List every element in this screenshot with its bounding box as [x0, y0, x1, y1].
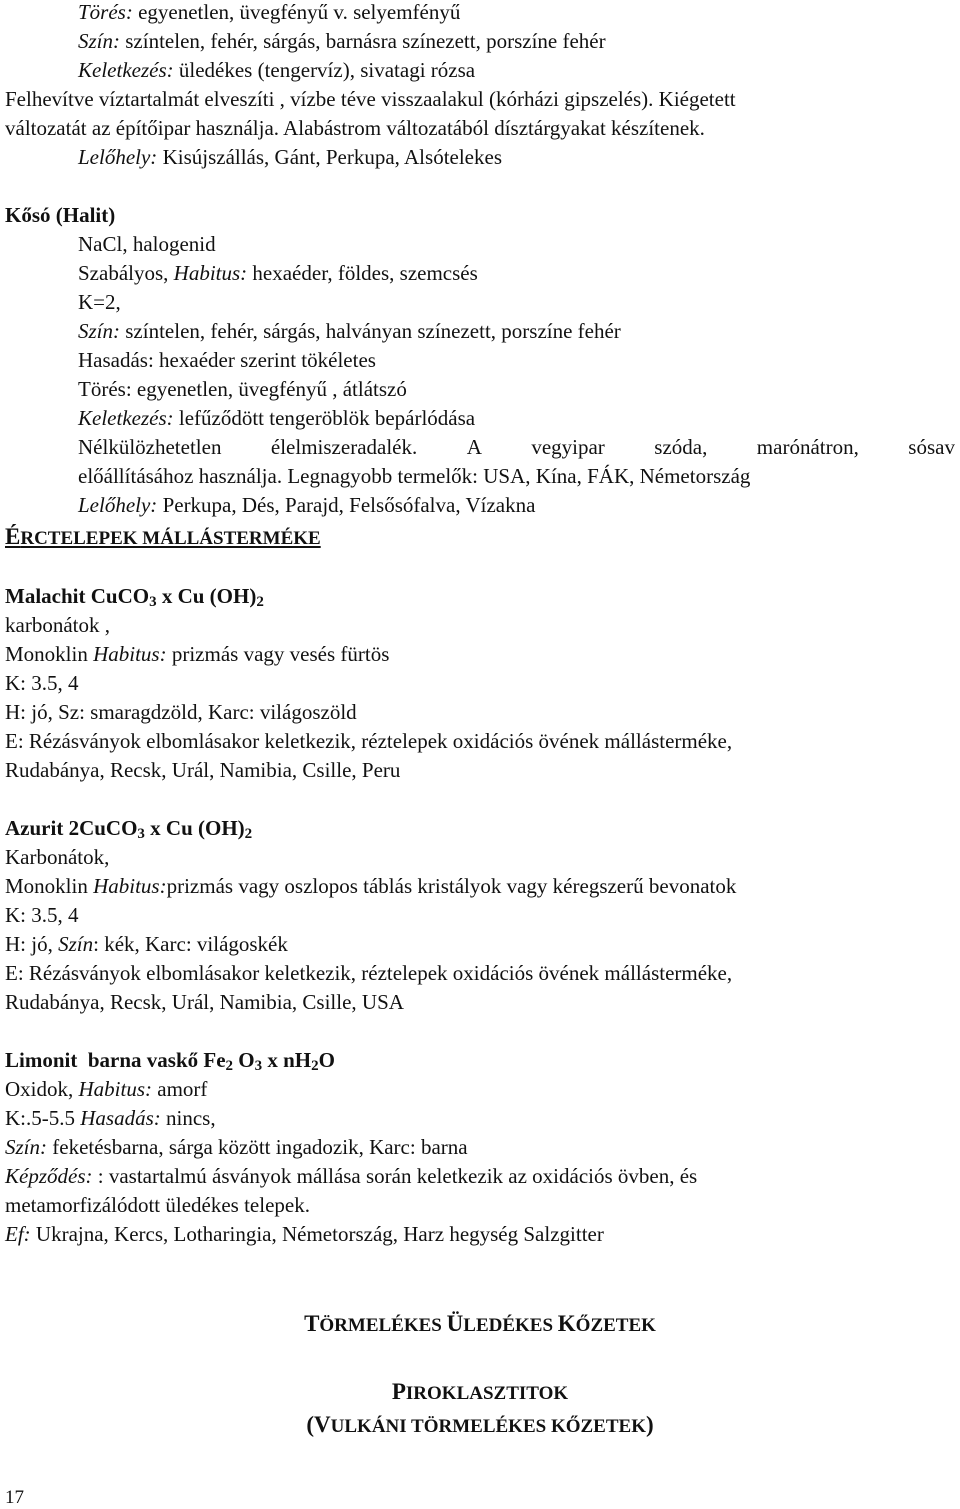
h-part: : kék, Karc: világoskék: [93, 932, 288, 956]
value: prizmás vagy vesés fürtös: [166, 642, 390, 666]
value: Ukrajna, Kercs, Lotharingia, Németország, Harz hegység Salzgitter: [30, 1222, 604, 1246]
gypsum-heating-line: Felhevítve víztartalmát elveszíti , vízbe téve visszaalakul (kórházi gipszelés). Kiégetett: [5, 87, 736, 111]
rest: IROKLASZTITOK: [405, 1383, 569, 1404]
word: A: [466, 435, 482, 459]
page-number: 17: [5, 1487, 24, 1508]
label: Szín:: [5, 1135, 47, 1159]
initial: P: [391, 1379, 406, 1404]
label: Lelőhely:: [78, 145, 158, 169]
rest: ŐZETEK: [575, 1315, 656, 1336]
rest: ÖRMELÉKES: [319, 1315, 447, 1336]
azurite-class: Karbonátok,: [5, 845, 110, 869]
heading-tormelekes-uledekes-kozetek: [0, 1312, 960, 1335]
gypsum-lelohely-line: [78, 147, 502, 168]
label: Ef:: [5, 1222, 31, 1246]
title-part: x Cu (OH): [156, 584, 257, 608]
limonite-kepzodes-line2: metamorfizálódott üledékes telepek.: [5, 1193, 310, 1217]
malachite-h: H: jó, Sz: smaragdzöld, Karc: világoszöld: [5, 700, 357, 724]
limonite-title: [5, 1048, 335, 1074]
limonite-kepzodes-line: [5, 1166, 697, 1187]
label: Képződés:: [5, 1164, 93, 1188]
value: színtelen, fehér, sárgás, halványan színezett, porszíne fehér: [120, 319, 621, 343]
halite-title: Kősó (Halit): [5, 203, 116, 227]
azurite-habitus-line: [5, 876, 736, 897]
value: nincs,: [160, 1106, 216, 1130]
value: prizmás vagy oszlopos táblás kristályok vagy kéregszerű bevonatok: [166, 874, 737, 898]
label: Habitus:: [173, 261, 248, 285]
label: Törés:: [78, 0, 133, 24]
word: vegyipar: [531, 435, 605, 459]
halite-usage-line: [78, 437, 955, 458]
heading-rest: RCTELEPEK MÁLLÁSTERMÉKE: [20, 528, 321, 549]
rest: ULKÁNI TÖRMELÉKES KŐZETEK: [330, 1416, 646, 1437]
gypsum-keletkezes-line: [78, 60, 475, 81]
word: marónátron,: [756, 435, 859, 459]
label: Habitus:: [93, 642, 167, 666]
value: feketésbarna, sárga között ingadozik, Karc: barna: [47, 1135, 468, 1159]
value: lefűződött tengeröblök bepárlódása: [173, 406, 476, 430]
azurite-h-line: [5, 934, 288, 955]
gypsum-szin-line: [78, 31, 606, 52]
k: K:.5-5.5: [5, 1106, 81, 1130]
malachite-locations: Rudabánya, Recsk, Urál, Namibia, Csille, Peru: [5, 758, 401, 782]
halite-formula: NaCl, halogenid: [78, 232, 216, 256]
title-part: Limonit barna vaskő Fe: [5, 1048, 226, 1072]
limonite-szin-line: [5, 1137, 468, 1158]
label: Hasadás:: [80, 1106, 161, 1130]
value: Perkupa, Dés, Parajd, Felsősófalva, Vízakna: [157, 493, 536, 517]
paren: (: [306, 1412, 315, 1437]
halite-hasadas: Hasadás: hexaéder szerint tökéletes: [78, 348, 376, 372]
halite-keletkezes-line: [78, 408, 475, 429]
azurite-e: E: Rézásványok elbomlásakor keletkezik, réztelepek oxidációs övének mállásterméke,: [5, 961, 733, 985]
halite-usage-line2: előállításához használja. Legnagyobb termelők: USA, Kína, FÁK, Németország: [78, 464, 751, 488]
halite-habitus-line: [78, 263, 478, 284]
section-heading: [5, 525, 321, 548]
rest: LEDÉKES: [463, 1315, 558, 1336]
initial: Ü: [446, 1311, 464, 1336]
title-part: Azurit 2CuCO: [5, 816, 138, 840]
value: amorf: [152, 1077, 208, 1101]
word: sósav: [908, 435, 955, 459]
azurite-k: K: 3.5, 4: [5, 903, 79, 927]
gypsum-tores-line: [78, 2, 460, 23]
heading-initial: É: [5, 524, 21, 549]
malachite-e: E: Rézásványok elbomlásakor keletkezik, réztelepek oxidációs övének mállásterméke,: [5, 729, 733, 753]
gypsum-usage-line: változatát az építőipar használja. Alabástrom változatából dísztárgyakat készítenek.: [5, 116, 705, 140]
halite-szin-line: [78, 321, 621, 342]
malachite-class: karbonátok ,: [5, 613, 110, 637]
title-part: x nH: [262, 1048, 312, 1072]
label: Habitus:: [93, 874, 167, 898]
subscript: 2: [225, 1058, 234, 1074]
subscript: 3: [149, 594, 157, 610]
word: szóda,: [654, 435, 708, 459]
system: Monoklin: [5, 642, 94, 666]
malachite-k: K: 3.5, 4: [5, 671, 79, 695]
subscript: 2: [311, 1058, 319, 1074]
class: Oxidok,: [5, 1077, 79, 1101]
halite-tores: Törés: egyenetlen, üvegfényű , átlátszó: [78, 377, 407, 401]
system: Szabályos,: [78, 261, 174, 285]
subscript: 3: [137, 826, 145, 842]
initial: T: [304, 1311, 320, 1336]
value: : vastartalmú ásványok mállása során keletkezik az oxidációs övben, és: [92, 1164, 698, 1188]
heading-vulkani-tormelekes-kozetek: [0, 1413, 960, 1436]
label: Lelőhely:: [78, 493, 158, 517]
subscript: 3: [254, 1058, 263, 1074]
system: Monoklin: [5, 874, 94, 898]
initial: V: [314, 1412, 331, 1437]
halite-k: K=2,: [78, 290, 121, 314]
word: élelmiszeradalék.: [270, 435, 418, 459]
malachite-habitus-line: [5, 644, 389, 665]
limonite-k-line: [5, 1108, 216, 1129]
paren: ): [645, 1412, 654, 1437]
limonite-habitus-line: [5, 1079, 207, 1100]
azurite-locations: Rudabánya, Recsk, Urál, Namibia, Csille, USA: [5, 990, 404, 1014]
label: Szín: [58, 932, 94, 956]
label: Szín:: [78, 29, 120, 53]
value: egyenetlen, üvegfényű v. selyemfényű: [132, 0, 461, 24]
malachite-title: [5, 584, 264, 610]
value: Kisújszállás, Gánt, Perkupa, Alsótelekes: [157, 145, 502, 169]
heading-piroklasztitok: [0, 1380, 960, 1403]
subscript: 2: [244, 826, 253, 842]
label: Habitus:: [78, 1077, 152, 1101]
halite-lelohely-line: [78, 495, 535, 516]
limonite-ef-line: [5, 1224, 604, 1245]
initial: K: [557, 1311, 576, 1336]
azurite-title: [5, 816, 253, 842]
value: színtelen, fehér, sárgás, barnásra színezett, porszíne fehér: [120, 29, 606, 53]
title-part: O: [233, 1048, 255, 1072]
h-part: H: jó,: [5, 932, 59, 956]
title-part: O: [318, 1048, 335, 1072]
label: Keletkezés:: [78, 406, 174, 430]
value: hexaéder, földes, szemcsés: [247, 261, 478, 285]
subscript: 2: [256, 594, 264, 610]
word: Nélkülözhetetlen: [78, 435, 222, 459]
value: üledékes (tengervíz), sivatagi rózsa: [173, 58, 476, 82]
title-part: x Cu (OH): [144, 816, 245, 840]
label: Keletkezés:: [78, 58, 174, 82]
title-part: Malachit CuCO: [5, 584, 150, 608]
label: Szín:: [78, 319, 120, 343]
